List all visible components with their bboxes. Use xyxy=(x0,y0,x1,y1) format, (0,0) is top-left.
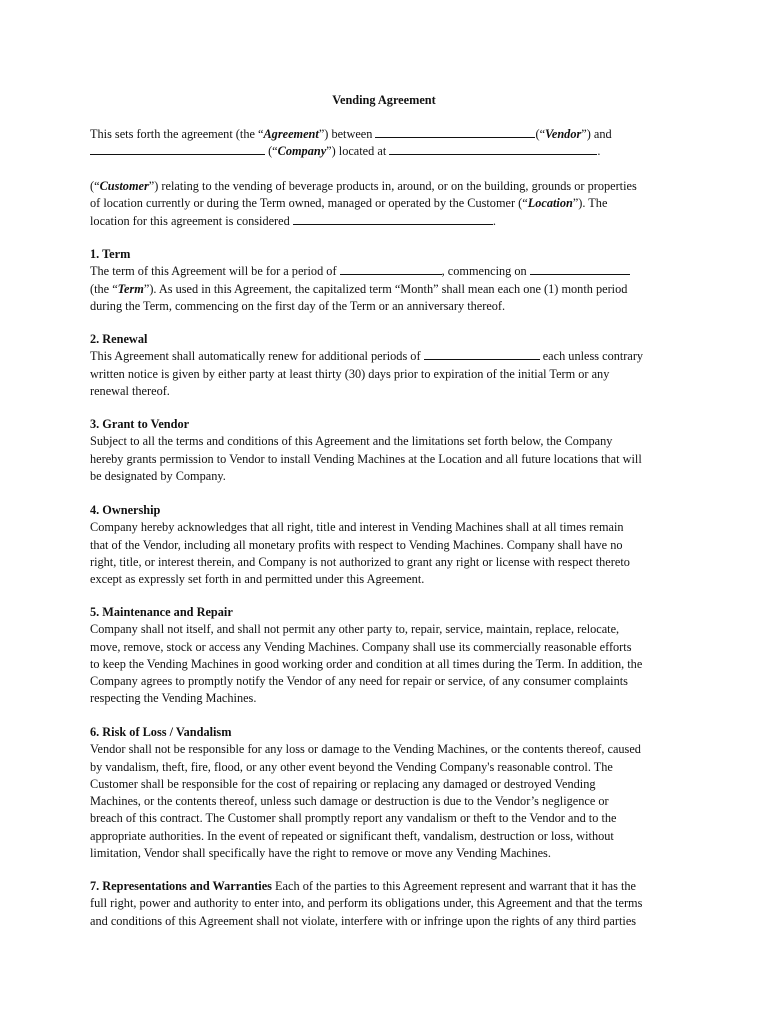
section-text: , commencing on xyxy=(441,264,530,279)
section-representations-and-warranties xyxy=(90,878,665,930)
section-line: Company agrees to promptly notify the Vendor of any need for repair or service, of any consumer complaints xyxy=(90,674,628,689)
section-grant-to-vendor xyxy=(90,416,665,485)
section-line: during the Term, commencing on the first day of the Term or an anniversary thereof. xyxy=(90,298,506,313)
blank-field-company-name[interactable] xyxy=(90,143,265,155)
blank-field-term-period[interactable] xyxy=(340,263,442,275)
section-heading: 5. Maintenance and Repair xyxy=(90,605,233,619)
customer-text: ”) relating to the vending of beverage products in, around, or on the building, grounds or properties xyxy=(148,179,637,193)
defined-term-company: Company xyxy=(277,144,327,159)
section-line: Company shall not itself, and shall not permit any other party to, repair, service, maintain, replace, relocate, xyxy=(90,622,620,637)
section-text: Each of the parties to this Agreement represent and warrant that it has the xyxy=(271,879,636,893)
section-line: to keep the Vending Machines in good working order and condition at all times during the Term. In addition, the xyxy=(90,656,643,671)
section-heading: 6. Risk of Loss / Vandalism xyxy=(90,725,232,739)
document-title: Vending Agreement xyxy=(332,93,436,107)
section-line: Customer shall be responsible for the cost of repairing or replacing any damaged or destroyed Vending xyxy=(90,776,596,791)
blank-field-company-address[interactable] xyxy=(389,143,597,155)
section-line xyxy=(90,348,665,365)
section-line: appropriate authorities. In the event of repeated or significant theft, vandalism, destruction or loss, without xyxy=(90,828,614,843)
section-text: The term of this Agreement will be for a period of xyxy=(90,264,340,279)
section-heading: 7. Representations and Warranties xyxy=(90,879,272,893)
section-text: (the “ xyxy=(90,281,118,296)
section-text: ”). As used in this Agreement, the capitalized term “Month” shall mean each one (1) month period xyxy=(143,281,628,296)
section-line: move, remove, stock or access any Vending Machines. Company shall use its commercially reasonable efforts xyxy=(90,639,632,654)
section-line: and conditions of this Agreement shall not violate, interfere with or infringe upon the rights of any third parties xyxy=(90,913,637,928)
section-maintenance-and-repair xyxy=(90,604,665,708)
customer-text: . xyxy=(492,213,496,228)
customer-text: ”). The xyxy=(572,196,608,211)
section-renewal xyxy=(90,331,665,400)
intro-line-2 xyxy=(90,143,665,160)
section-line: Vendor shall not be responsible for any loss or damage to the Vending Machines, or the contents thereof, caused xyxy=(90,742,641,757)
section-text: This Agreement shall automatically renew for additional periods of xyxy=(90,349,424,364)
customer-line-1 xyxy=(90,178,665,195)
section-line: breach of this contract. The Customer shall promptly report any vandalism or theft to the Vendor and to the xyxy=(90,811,617,826)
blank-field-vendor-name[interactable] xyxy=(375,126,535,138)
intro-text: . xyxy=(597,144,601,159)
section-line xyxy=(90,878,665,895)
section-term xyxy=(90,246,665,315)
defined-term-location: Location xyxy=(527,196,573,211)
customer-text: location for this agreement is considered xyxy=(90,213,293,228)
section-line: full right, power and authority to enter into, and perform its obligations under, this Agreement and that the terms xyxy=(90,896,643,911)
section-line: be designated by Company. xyxy=(90,468,226,483)
blank-field-commencement-date[interactable] xyxy=(530,263,630,275)
section-heading: 3. Grant to Vendor xyxy=(90,417,190,431)
customer-text: of location currently or during the Term owned, managed or operated by the Customer (“ xyxy=(90,196,528,211)
blank-field-location[interactable] xyxy=(293,213,493,225)
intro-text: (“ xyxy=(265,144,278,159)
section-line: Company hereby acknowledges that all right, title and interest in Vending Machines shall at all times remain xyxy=(90,520,624,535)
section-line: by vandalism, theft, fire, flood, or any other event beyond the Vending Company's reasonable control. The xyxy=(90,759,613,774)
defined-term-agreement: Agreement xyxy=(263,127,319,141)
section-text: each unless contrary xyxy=(539,349,644,364)
defined-term-customer: Customer xyxy=(99,179,149,193)
section-line: written notice is given by either party at least thirty (30) days prior to expiration of the initial Term or any xyxy=(90,366,610,381)
section-heading: 4. Ownership xyxy=(90,503,161,517)
section-line: respecting the Vending Machines. xyxy=(90,691,257,706)
intro-text: This sets forth the agreement (the “ xyxy=(90,127,264,141)
section-line: that of the Vendor, including all monetary profits with respect to Vending Machines. Company shall have no xyxy=(90,537,623,552)
section-line xyxy=(90,263,665,280)
defined-term-vendor: Vendor xyxy=(545,127,582,141)
section-line: renewal thereof. xyxy=(90,383,170,398)
section-heading: 1. Term xyxy=(90,247,131,261)
section-ownership xyxy=(90,502,665,588)
customer-paragraph xyxy=(90,178,665,230)
intro-line-1 xyxy=(90,126,665,143)
section-line: Machines, or the contents thereof, unless such damage or destruction is due to the Vendor’s negligence or xyxy=(90,794,609,809)
blank-field-renewal-period[interactable] xyxy=(424,348,540,360)
section-line: Subject to all the terms and conditions of this Agreement and the limitations set forth below, the Company xyxy=(90,434,613,449)
intro-text: ”) between xyxy=(318,127,376,141)
intro-text: ”) and xyxy=(581,127,612,141)
intro-paragraph xyxy=(90,126,665,161)
customer-line-2 xyxy=(90,195,665,212)
intro-text: ”) located at xyxy=(326,144,390,159)
section-risk-of-loss xyxy=(90,724,665,862)
intro-text: (“ xyxy=(535,127,546,141)
section-line: right, title, or interest therein, and Company is not authorized to grant any right or license with respect thereto xyxy=(90,554,630,569)
defined-term-term: Term xyxy=(117,281,144,296)
section-line xyxy=(90,281,665,298)
section-line: hereby grants permission to Vendor to install Vending Machines at the Location and all future locations that will xyxy=(90,451,642,466)
section-line: except as expressly set forth in and permitted under this Agreement. xyxy=(90,572,425,587)
customer-text: (“ xyxy=(90,179,100,193)
section-heading: 2. Renewal xyxy=(90,332,148,346)
section-line: limitation, Vendor shall specifically have the right to remove or move any Vending Machines. xyxy=(90,846,551,861)
customer-line-3 xyxy=(90,213,665,230)
